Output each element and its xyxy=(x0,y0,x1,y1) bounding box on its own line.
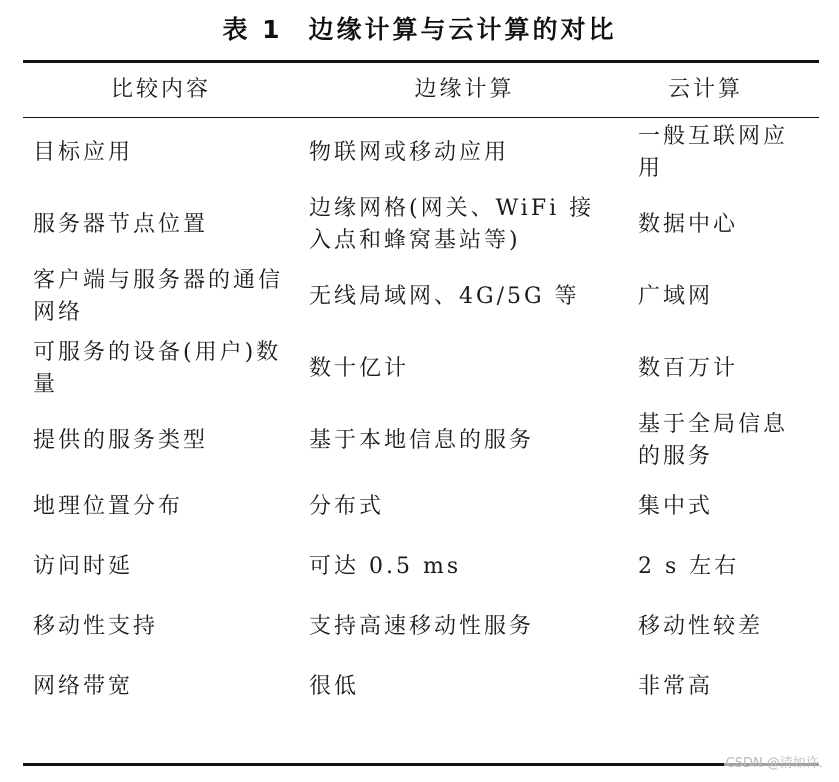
cell-cloud: 数百万计 xyxy=(638,356,739,381)
table-caption xyxy=(0,10,839,46)
cell-edge: 支持高速移动性服务 xyxy=(309,614,535,639)
comparison-table xyxy=(23,63,819,717)
cell-edge: 无线局域网、4G/5G 等 xyxy=(309,284,580,309)
cell-compare-item: 提供的服务类型 xyxy=(33,428,209,453)
table-row xyxy=(23,657,819,717)
cell-compare-item: 网络带宽 xyxy=(33,674,134,699)
cell-edge: 很低 xyxy=(309,674,360,699)
cell-cloud: 2 s 左右 xyxy=(638,554,740,579)
cell-cloud: 基于全局信息的服务 xyxy=(638,412,789,469)
cell-cloud: 非常高 xyxy=(638,674,714,699)
cell-edge: 基于本地信息的服务 xyxy=(309,428,535,453)
header-row xyxy=(23,63,819,117)
table-number: 表 1 xyxy=(222,15,283,44)
cell-edge: 分布式 xyxy=(309,494,385,519)
table-row xyxy=(23,117,819,189)
table-row xyxy=(23,597,819,657)
cell-edge: 可达 0.5 ms xyxy=(309,554,462,579)
cell-compare-item: 可服务的设备(用户)数量 xyxy=(33,340,282,397)
cell-compare-item: 地理位置分布 xyxy=(33,494,184,519)
cell-edge: 物联网或移动应用 xyxy=(309,140,510,165)
cell-compare-item: 目标应用 xyxy=(33,140,134,165)
cell-compare-item: 服务器节点位置 xyxy=(33,212,209,237)
header-compare-item: 比较内容 xyxy=(110,77,211,102)
table-row xyxy=(23,405,819,477)
table-row xyxy=(23,189,819,261)
table-row xyxy=(23,261,819,333)
watermark: CSDN @清如许. xyxy=(724,752,825,771)
cell-compare-item: 移动性支持 xyxy=(33,614,159,639)
cell-cloud: 广域网 xyxy=(638,284,714,309)
cell-compare-item: 访问时延 xyxy=(33,554,134,579)
cell-cloud: 移动性较差 xyxy=(638,614,764,639)
table-row xyxy=(23,477,819,537)
bottom-rule xyxy=(23,763,819,766)
header-cloud-computing: 云计算 xyxy=(668,77,744,102)
cell-cloud: 数据中心 xyxy=(638,212,739,237)
table-row xyxy=(23,333,819,405)
cell-cloud: 集中式 xyxy=(638,494,714,519)
table-title: 边缘计算与云计算的对比 xyxy=(308,15,617,44)
header-edge-computing: 边缘计算 xyxy=(414,77,515,102)
cell-edge: 数十亿计 xyxy=(309,356,410,381)
cell-compare-item: 客户端与服务器的通信网络 xyxy=(33,268,284,325)
table-row xyxy=(23,537,819,597)
cell-edge: 边缘网格(网关、WiFi 接入点和蜂窝基站等) xyxy=(309,196,595,253)
cell-cloud: 一般互联网应用 xyxy=(638,124,789,181)
